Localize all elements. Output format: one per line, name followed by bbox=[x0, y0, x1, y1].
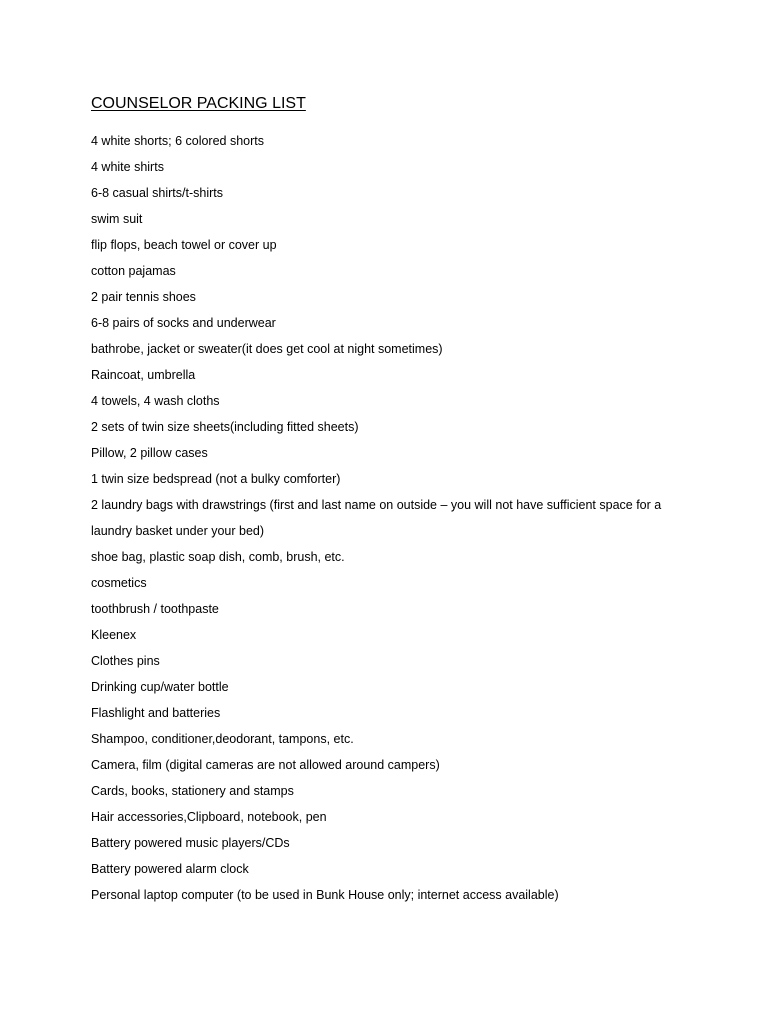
list-item: 2 pair tennis shoes bbox=[91, 290, 196, 304]
list-item: cosmetics bbox=[91, 576, 147, 590]
list-item: Raincoat, umbrella bbox=[91, 368, 196, 382]
list-item: flip flops, beach towel or cover up bbox=[91, 238, 277, 252]
list-item: swim suit bbox=[91, 212, 143, 226]
list-item: Battery powered alarm clock bbox=[91, 862, 249, 876]
list-item: 1 twin size bedspread (not a bulky comforter) bbox=[91, 472, 341, 486]
list-item: Kleenex bbox=[91, 628, 137, 642]
list-item: laundry basket under your bed) bbox=[91, 524, 265, 538]
list-item: 6-8 pairs of socks and underwear bbox=[91, 316, 276, 330]
page-title: COUNSELOR PACKING LIST bbox=[91, 95, 306, 112]
list-item: 4 white shorts; 6 colored shorts bbox=[91, 134, 264, 148]
packing-list bbox=[91, 131, 691, 911]
list-item: Cards, books, stationery and stamps bbox=[91, 784, 294, 798]
list-item: Flashlight and batteries bbox=[91, 706, 221, 720]
list-item: toothbrush / toothpaste bbox=[91, 602, 219, 616]
list-item: cotton pajamas bbox=[91, 264, 176, 278]
list-item: Hair accessories,Clipboard, notebook, pen bbox=[91, 810, 327, 824]
list-item: Pillow, 2 pillow cases bbox=[91, 446, 208, 460]
list-item: Personal laptop computer (to be used in Bunk House only; internet access available) bbox=[91, 888, 559, 902]
list-item: 6-8 casual shirts/t-shirts bbox=[91, 186, 223, 200]
list-item: bathrobe, jacket or sweater(it does get cool at night sometimes) bbox=[91, 342, 443, 356]
list-item: 2 sets of twin size sheets(including fitted sheets) bbox=[91, 420, 359, 434]
list-item: Camera, film (digital cameras are not allowed around campers) bbox=[91, 758, 440, 772]
list-item: 2 laundry bags with drawstrings (first and last name on outside – you will not have sufficient space for a bbox=[91, 498, 662, 512]
list-item: 4 towels, 4 wash cloths bbox=[91, 394, 220, 408]
list-item: Battery powered music players/CDs bbox=[91, 836, 290, 850]
list-item: shoe bag, plastic soap dish, comb, brush, etc. bbox=[91, 550, 345, 564]
list-item: Clothes pins bbox=[91, 654, 160, 668]
list-item: 4 white shirts bbox=[91, 160, 164, 174]
list-item: Shampoo, conditioner,deodorant, tampons, etc. bbox=[91, 732, 354, 746]
list-item: Drinking cup/water bottle bbox=[91, 680, 229, 694]
